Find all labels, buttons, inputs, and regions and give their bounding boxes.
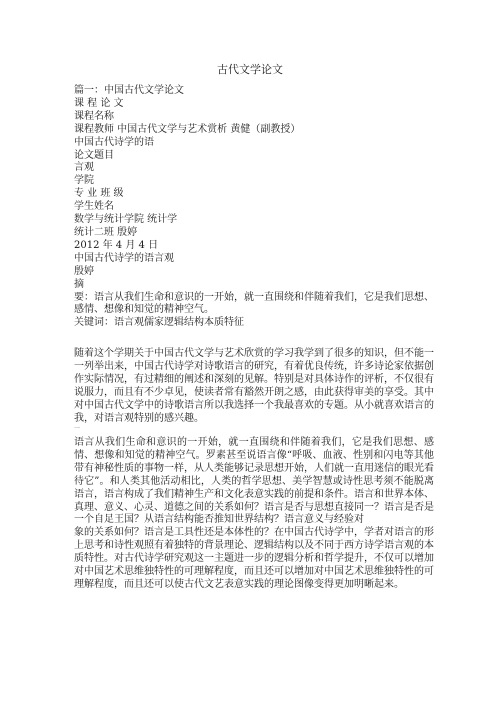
- document-title: 古代文学论文: [217, 63, 283, 76]
- document-meta: [74, 85, 434, 330]
- meta-line: 课程名称: [74, 110, 114, 122]
- meta-line: 学生姓名: [74, 201, 114, 213]
- meta-line: 殷婷: [74, 265, 94, 277]
- meta-line: 数学与统计学院 统计学: [74, 214, 178, 226]
- meta-line: 专 业 班 级: [74, 188, 124, 200]
- main-text: [74, 437, 434, 592]
- meta-line: 篇一：中国古代文学论文: [74, 85, 184, 96]
- meta-line: 课程教师 中国古代文学与艺术赏析 黄健（副教授）: [74, 123, 301, 135]
- main-paragraph: 语言从我们生命和意识的一开始，就一直围绕和伴随着我们，它是我们思想、感情、想像和知觉的精神空气。罗素甚至说语言像“呼吸、血液、性别和闪电等其他带有神秘性质的事物一样，从人类能够记录思想开始，人们就一直用迷信的眼光看待它”。和人类其他活动相比，人类的哲学思想、美学智慧或诗性思考须不能脱离语言，语言构成了我们精神生产和文化表意实践的前提和条件。语言和世界本体、真理、意义、心灵、道德之间的关系如何？语言是否与思想直接同一？语言是否是一个自足王国？从语言结构能否推知世界结构？语言意义与经验对: [74, 437, 434, 526]
- meta-line: 摘: [74, 278, 84, 290]
- section-separator: 一: [74, 425, 81, 432]
- keywords-line: 关键词：语言观儒家逻辑结构本质特征: [74, 317, 244, 329]
- meta-line: 中国古代诗学的语: [74, 136, 154, 148]
- intro-paragraph: 随着这个学期关于中国古代文学与艺术欣赏的学习我学到了很多的知识，但不能一一列举出来，中国古代诗学对诗歌语言的研究，有着优良传统，许多诗论家依据创作实际情况，有过精细的阐述和深刻的见解。特别是对具体诗作的评析，不仅很有说服力，而且有不少卓见，使读者常有豁然开朗之感，由此获得审美的享受。其中对中国古代文学中的诗歌语言所以我选择一个我最喜欢的专题。从小就喜欢语言的我，对语言观特别的感兴趣。: [74, 348, 434, 424]
- meta-line: 课 程 论 文: [74, 97, 124, 109]
- meta-line: 言观: [74, 162, 94, 174]
- abstract-text: 要：语言从我们生命和意识的一开始，就一直围绕和伴随着我们，它是我们思想、感情、想像和知觉的精神空气。: [74, 291, 434, 316]
- meta-line: 2012 年 4 月 4 日: [74, 239, 159, 251]
- meta-line: 中国古代诗学的语言观: [74, 252, 174, 264]
- main-paragraph: 象的关系如何？语言是工具性还是本体性的？在中国古代诗学中，学者对语言的形上思考和诗性观照有着独特的背景理论、逻辑结构以及不同于西方诗学语言观的本质特性。对古代诗学研究观这一主题进一步的逻辑分析和哲学提升，不仅可以增加对中国艺术思维独特性的可理解程度，而且还可以增加对中国艺术思维独特性的可理解程度，而且还可以使古代文艺表意实践的理论图像变得更加明晰起来。: [74, 527, 434, 590]
- meta-line: 学院: [74, 175, 94, 187]
- meta-line: 论文题目: [74, 149, 114, 161]
- meta-line: 统计二班 殷婷: [74, 226, 138, 238]
